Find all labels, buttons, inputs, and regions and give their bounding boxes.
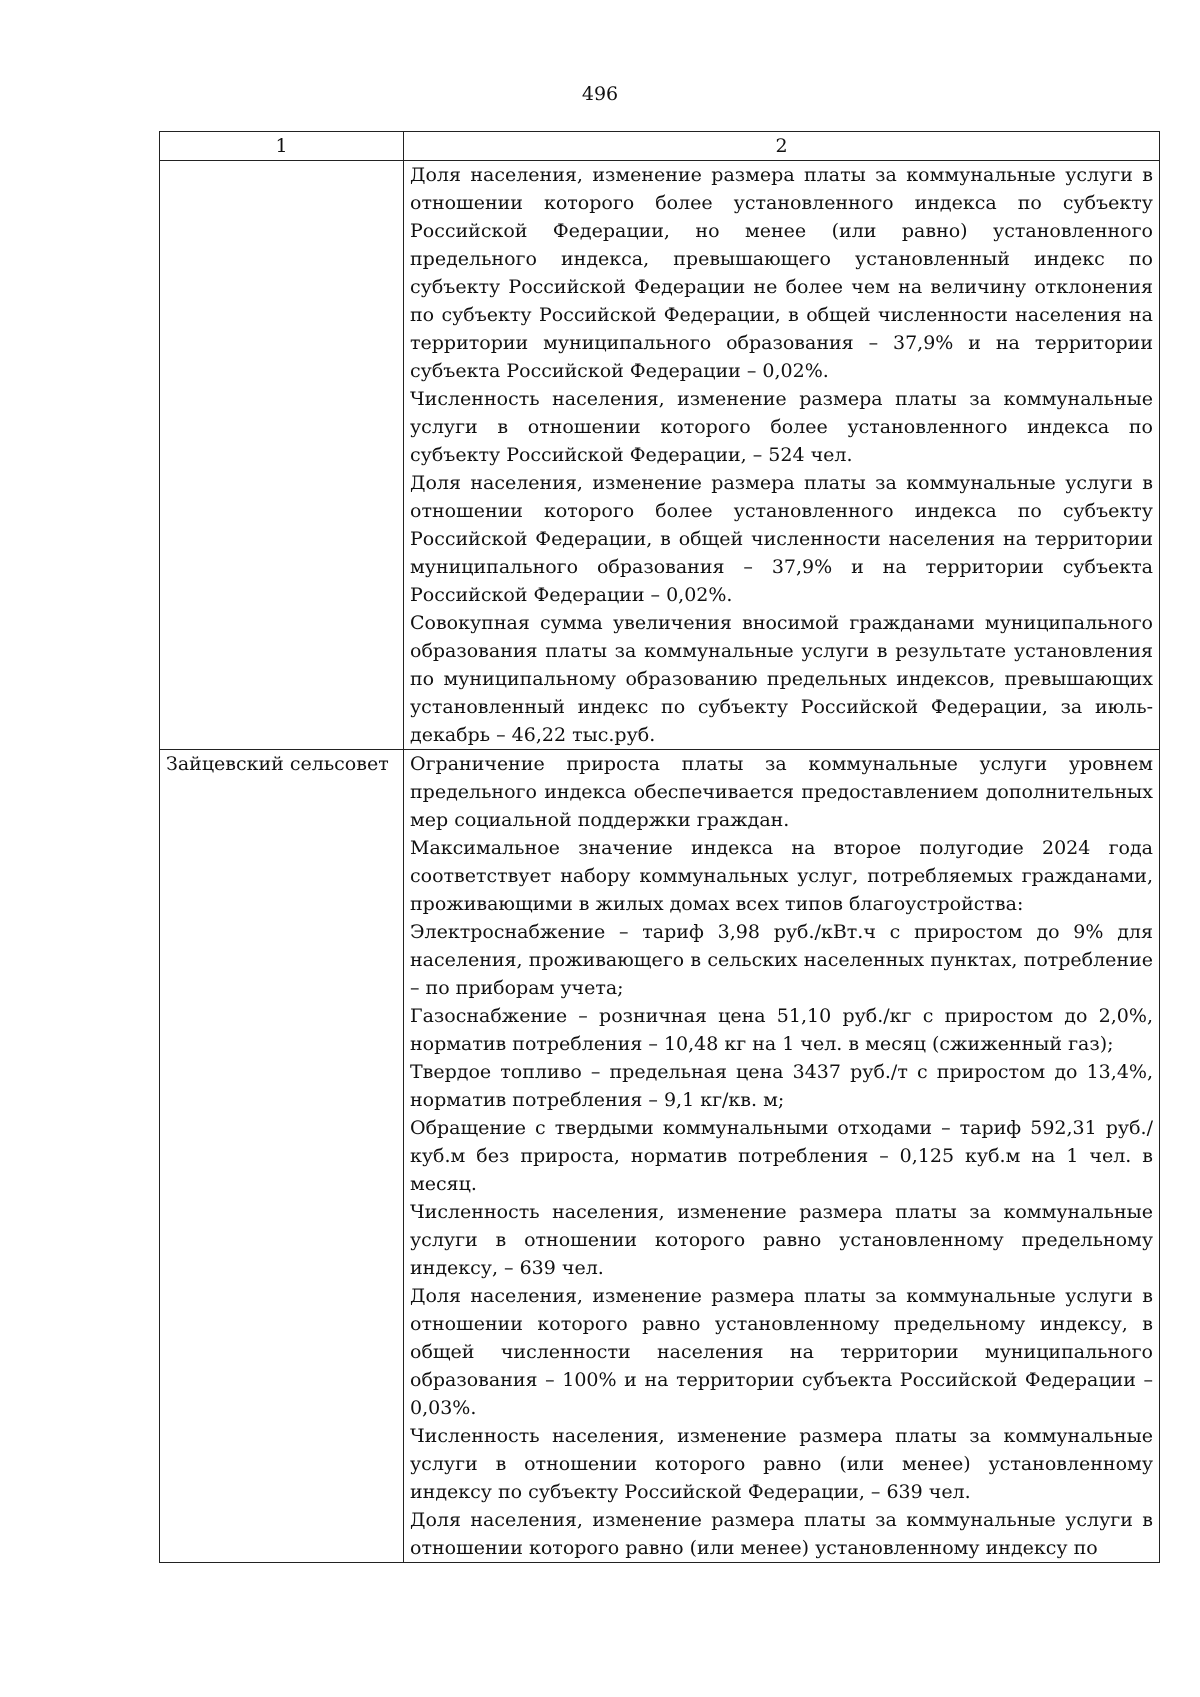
paragraph: Газоснабжение – розничная цена 51,10 руб./кг с приростом до 2,0%, норматив потребления – 10,48 кг на 1 чел. в месяц (сжиженный газ); [410, 1005, 1153, 1055]
table-header-row [160, 132, 1160, 161]
table-row [160, 750, 1160, 1563]
description-cell [404, 750, 1160, 1563]
paragraph: Доля населения, изменение размера платы за коммунальные услуги в отношении которого более установленного индекса по субъекту Российской Федерации, но менее (или равно) установленного предельного индекса, превышающего установленный индекс по субъекту Российской Федерации не более чем на величину отклонения по субъекту Российской Федерации, в общей численности населения на территории муниципального образования – 37,9% и на территории субъекта Российской Федерации – 0,02%. [410, 164, 1153, 382]
page-number: 496 [581, 83, 619, 105]
paragraph: Максимальное значение индекса на второе полугодие 2024 года соответствует набору коммунальных услуг, потребляемых гражданами, проживающими в жилых домах всех типов благоустройства: [410, 837, 1153, 915]
paragraph: Доля населения, изменение размера платы за коммунальные услуги в отношении которого более установленного индекса по субъекту Российской Федерации, в общей численности населения на территории муниципального образования – 37,9% и на территории субъекта Российской Федерации – 0,02%. [410, 472, 1153, 606]
paragraph: Доля населения, изменение размера платы за коммунальные услуги в отношении которого равно (или менее) установленному индексу по [410, 1509, 1153, 1559]
paragraph: Электроснабжение – тариф 3,98 руб./кВт.ч с приростом до 9% для населения, проживающего в сельских населенных пунктах, потребление – по приборам учета; [410, 921, 1153, 999]
column-header-2: 2 [404, 132, 1160, 161]
paragraph: Численность населения, изменение размера платы за коммунальные услуги в отношении которого равно установленному предельному индексу, – 639 чел. [410, 1201, 1153, 1279]
municipality-name-cell: Зайцевский сельсовет [160, 750, 404, 1563]
municipality-name-cell [160, 161, 404, 750]
table-row [160, 161, 1160, 750]
paragraph: Численность населения, изменение размера платы за коммунальные услуги в отношении которого равно (или менее) установленному индексу по субъекту Российской Федерации, – 639 чел. [410, 1425, 1153, 1503]
paragraph: Твердое топливо – предельная цена 3437 руб./т с приростом до 13,4%, норматив потребления – 9,1 кг/кв. м; [410, 1061, 1153, 1111]
paragraph: Совокупная сумма увеличения вносимой гражданами муниципального образования платы за коммунальные услуги в результате установления по муниципальному образованию предельных индексов, превышающих установленный индекс по субъекту Российской Федерации, за июль-декабрь – 46,22 тыс.руб. [410, 612, 1153, 746]
column-header-1: 1 [160, 132, 404, 161]
document-table [159, 131, 1160, 1563]
paragraph: Обращение с твердыми коммунальными отходами – тариф 592,31 руб./куб.м без прироста, норматив потребления – 0,125 куб.м на 1 чел. в месяц. [410, 1117, 1153, 1195]
description-cell [404, 161, 1160, 750]
paragraph: Численность населения, изменение размера платы за коммунальные услуги в отношении которого более установленного индекса по субъекту Российской Федерации, – 524 чел. [410, 388, 1153, 466]
paragraph: Ограничение прироста платы за коммунальные услуги уровнем предельного индекса обеспечивается предоставлением дополнительных мер социальной поддержки граждан. [410, 753, 1153, 831]
paragraph: Доля населения, изменение размера платы за коммунальные услуги в отношении которого равно установленному предельному индексу, в общей численности населения на территории муниципального образования – 100% и на территории субъекта Российской Федерации – 0,03%. [410, 1285, 1153, 1419]
